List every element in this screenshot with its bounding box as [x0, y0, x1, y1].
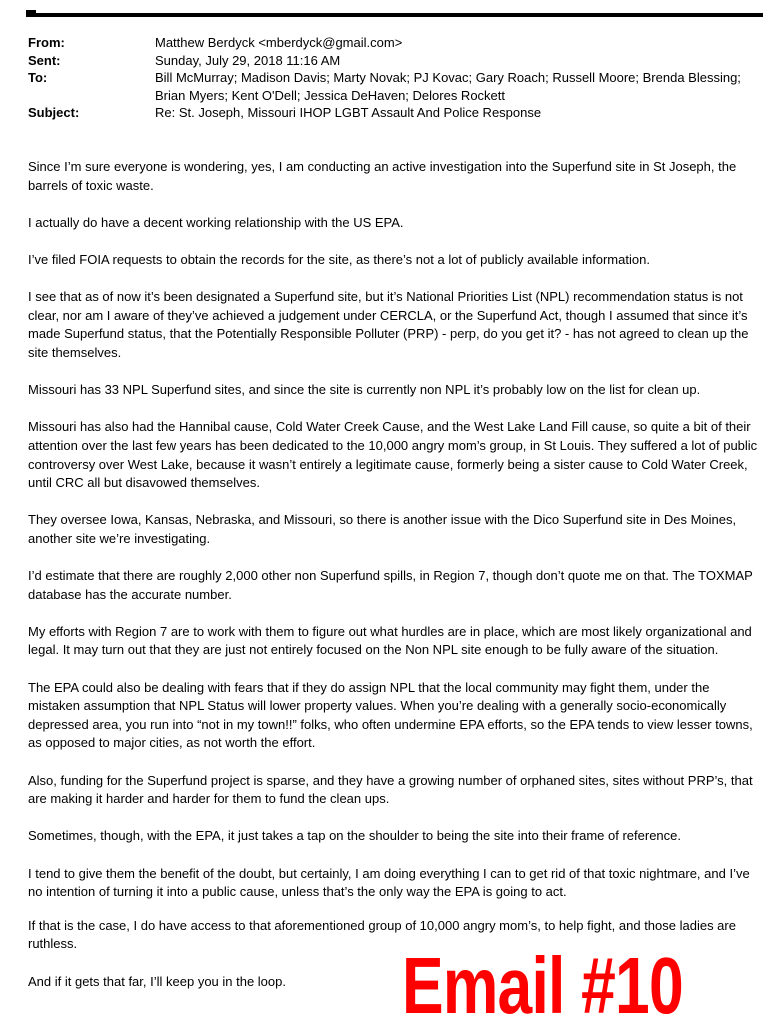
body-paragraph: I actually do have a decent working relationship with the US EPA.	[28, 214, 404, 230]
body-paragraph: My efforts with Region 7 are to work with them to figure out what hurdles are in place, which are most likely organizational and legal. It may turn out that they are just not entirely focused on the Non NPL site enough to be fully aware of the situation.	[28, 623, 752, 658]
body-paragraph: They oversee Iowa, Kansas, Nebraska, and Missouri, so there is another issue with the Dico Superfund site in Des Moines, another site we’re investigating.	[28, 512, 737, 546]
email-header	[28, 34, 768, 122]
body-paragraph: Sometimes, though, with the EPA, it just takes a tap on the shoulder to being the site into their frame of reference.	[28, 828, 682, 844]
sent-row	[28, 52, 768, 70]
subject-value: Re: St. Joseph, Missouri IHOP LGBT Assault And Police Response	[155, 105, 542, 121]
body-paragraph: I’d estimate that there are roughly 2,000 other non Superfund spills, in Region 7, though don’t quote me on that. The TOXMAP database has the accurate number.	[28, 568, 753, 602]
body-paragraph: Also, funding for the Superfund project is sparse, and they have a growing number of orphaned sites, sites without PRP’s, that are making it harder and harder for them to fund the clean ups.	[28, 772, 753, 807]
body-paragraph: Missouri has also had the Hannibal cause, Cold Water Creek Cause, and the West Lake Land Fill cause, so quite a bit of their attention over the last few years has been dedicated to the 10,000 angry mom’s group, in St Louis. They suffered a lot of public controversy over West Lake, because it wasn’t entirely a legitimate cause, formerly being a sister cause to Cold Water Creek, until CRC all but disavowed themselves.	[28, 419, 758, 491]
body-paragraph: I see that as of now it’s been designated a Superfund site, but it’s National Priorities List (NPL) recommendation status is not clear, nor am I aware of they’ve achieved a judgement under CERCLA, or the Superfund Act, though I assumed that since it’s made Superfund status, that the Potentially Responsible Polluter (PRP) - perp, do you get it? - has not agreed to clean up the site themselves.	[28, 289, 749, 360]
body-paragraph: I tend to give them the benefit of the doubt, but certainly, I am doing everything I can to get rid of that toxic nightmare, and I’ve no intention of turning it into a public cause, unless that’s the only way the EPA is going to act.	[28, 865, 750, 900]
to-value	[155, 69, 768, 104]
to-label: To:	[28, 70, 48, 86]
top-rule	[26, 13, 763, 17]
to-line-1: Bill McMurray; Madison Davis; Marty Novak; PJ Kovac; Gary Roach; Russell Moore; Brenda Blessing;	[155, 70, 741, 86]
from-label: From:	[28, 35, 65, 50]
body-paragraph: I’ve filed FOIA requests to obtain the records for the site, as there’s not a lot of publicly available information.	[28, 251, 650, 267]
sent-label: Sent:	[28, 52, 61, 68]
body-paragraph: Missouri has 33 NPL Superfund sites, and since the site is currently non NPL it’s probably low on the list for clean up.	[28, 382, 701, 398]
subject-row	[28, 104, 768, 122]
body-paragraph: And if it gets that far, I’ll keep you in the loop.	[28, 973, 286, 989]
body-paragraph: Since I’m sure everyone is wondering, yes, I am conducting an active investigation into the Superfund site in St Joseph, the barrels of toxic waste.	[28, 159, 737, 193]
subject-label: Subject:	[28, 105, 80, 121]
to-line-2: Brian Myers; Kent O'Dell; Jessica DeHaven; Delores Rockett	[155, 87, 505, 103]
from-value: Matthew Berdyck <mberdyck@gmail.com>	[155, 35, 403, 50]
body-paragraph: The EPA could also be dealing with fears that if they do assign NPL that the local community may fight them, under the mistaken assumption that NPL Status will lower property values. When you’re dealing with a generally socio-economically depressed area, you run into “not in my town!!” folks, who often undermine EPA efforts, so the EPA tends to view lesser towns, as opposed to major cities, as not worth the effort.	[28, 679, 753, 751]
from-row	[28, 34, 768, 52]
to-row	[28, 69, 768, 104]
email-body	[28, 158, 764, 1010]
sent-value: Sunday, July 29, 2018 11:16 AM	[155, 52, 341, 68]
body-paragraph: If that is the case, I do have access to that aforementioned group of 10,000 angry mom’s, to help fight, and those ladies are ruthless.	[28, 917, 736, 952]
email-number-stamp: Email #10	[402, 941, 683, 1030]
